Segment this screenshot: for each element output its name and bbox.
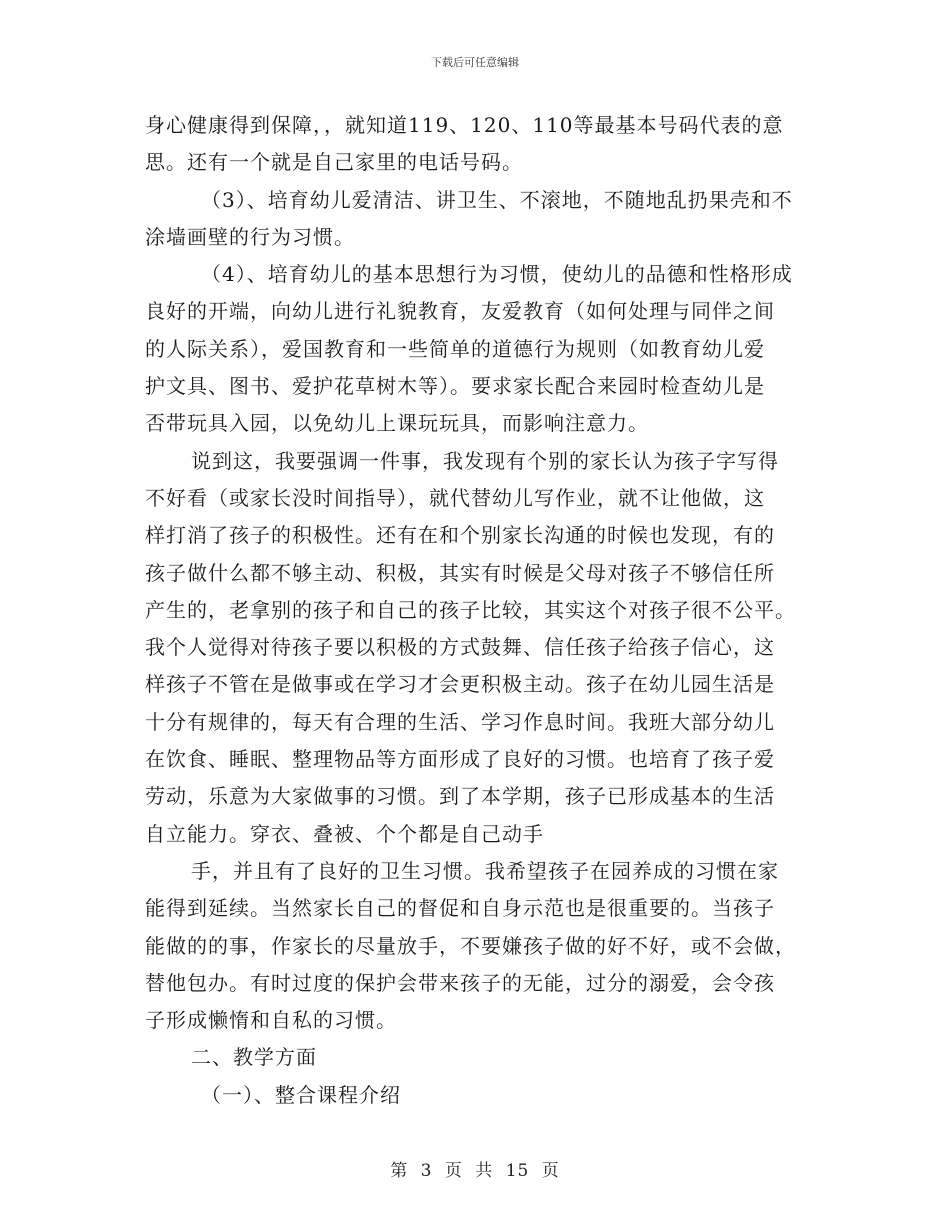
text-line: 不好看（或家长没时间指导），就代替幼儿写作业，就不让他做，这 — [145, 485, 765, 510]
text-line: 护文具、图书、爱护花草树木等）。要求家长配合来园时检查幼儿是 — [145, 374, 765, 399]
text-line: 样孩子不管在是做事或在学习才会更积极主动。孩子在幼儿园生活是 — [145, 672, 775, 697]
page-header: 下载后可任意编辑 — [431, 56, 519, 69]
text-line: 样打消了孩子的积极性。还有在和个别家长沟通的时候也发现，有的 — [145, 523, 775, 548]
page-footer — [0, 1156, 950, 1181]
footer-page-word: 页 — [444, 1161, 463, 1181]
footer-suffix: 页 — [541, 1161, 560, 1181]
footer-total-word: 共 — [475, 1161, 494, 1181]
text-line: 替他包办。有时过度的保护会带来孩子的无能，过分的溺爱，会令孩 — [145, 970, 775, 995]
text-line: 身心健康得到保障，，就知道119、120、110等最基本号码代表的意 — [145, 113, 784, 137]
text-line: 我个人觉得对待孩子要以积极的方式鼓舞、信任孩子给孩子信心，这 — [145, 635, 775, 660]
text-line: 良好的开端，向幼儿进行礼貌教育，友爱教育（如何处理与同伴之间 — [145, 299, 775, 324]
text-line: 在饮食、睡眠、整理物品等方面形成了良好的习惯。也培育了孩子爱 — [145, 747, 775, 772]
text-line: 二、教学方面 — [191, 1045, 317, 1070]
footer-total-pages: 15 — [505, 1161, 530, 1181]
text-line: 手，并且有了良好的卫生习惯。我希望孩子在园养成的习惯在家 — [191, 858, 779, 883]
text-line: 涂墙画壁的行为习惯。 — [145, 224, 355, 249]
text-line: 否带玩具入园，以免幼儿上课玩玩具，而影响注意力。 — [145, 411, 649, 436]
text-line: 说到这，我要强调一件事，我发现有个别的家长认为孩子字写得 — [191, 448, 779, 473]
footer-prefix: 第 — [390, 1161, 409, 1181]
text-line: 自立能力。穿衣、叠被、个个都是自己动手 — [145, 821, 544, 846]
text-line: （4）、培育幼儿的基本思想行为习惯，使幼儿的品德和性格形成 — [201, 262, 793, 287]
text-line: 劳动，乐意为大家做事的习惯。到了本学期，孩子已形成基本的生活 — [145, 784, 775, 809]
text-line: 十分有规律的，每天有合理的生活、学习作息时间。我班大部分幼儿 — [145, 709, 775, 734]
text-line: （一）、整合课程介绍 — [201, 1082, 401, 1107]
text-line: 能做的的事，作家长的尽量放手，不要嫌孩子做的好不好，或不会做， — [145, 933, 796, 958]
text-line: 子形成懒惰和自私的习惯。 — [145, 1008, 397, 1033]
document-body — [145, 107, 810, 1114]
text-line: 能得到延续。当然家长自己的督促和自身示范也是很重要的。当孩子 — [145, 896, 775, 921]
footer-current-page: 3 — [420, 1161, 433, 1181]
text-line: 孩子做什么都不够主动、积极，其实有时候是父母对孩子不够信任所 — [145, 560, 775, 585]
text-line: 思。还有一个就是自己家里的电话号码。 — [145, 150, 523, 175]
text-line: 的人际关系），爱国教育和一些简单的道德行为规则（如教育幼儿爱 — [145, 336, 765, 361]
text-line: （3）、培育幼儿爱清洁、讲卫生、不滚地，不随地乱扔果壳和不 — [201, 187, 793, 212]
text-line: 产生的，老拿别的孩子和自己的孩子比较，其实这个对孩子很不公平。 — [145, 597, 796, 622]
